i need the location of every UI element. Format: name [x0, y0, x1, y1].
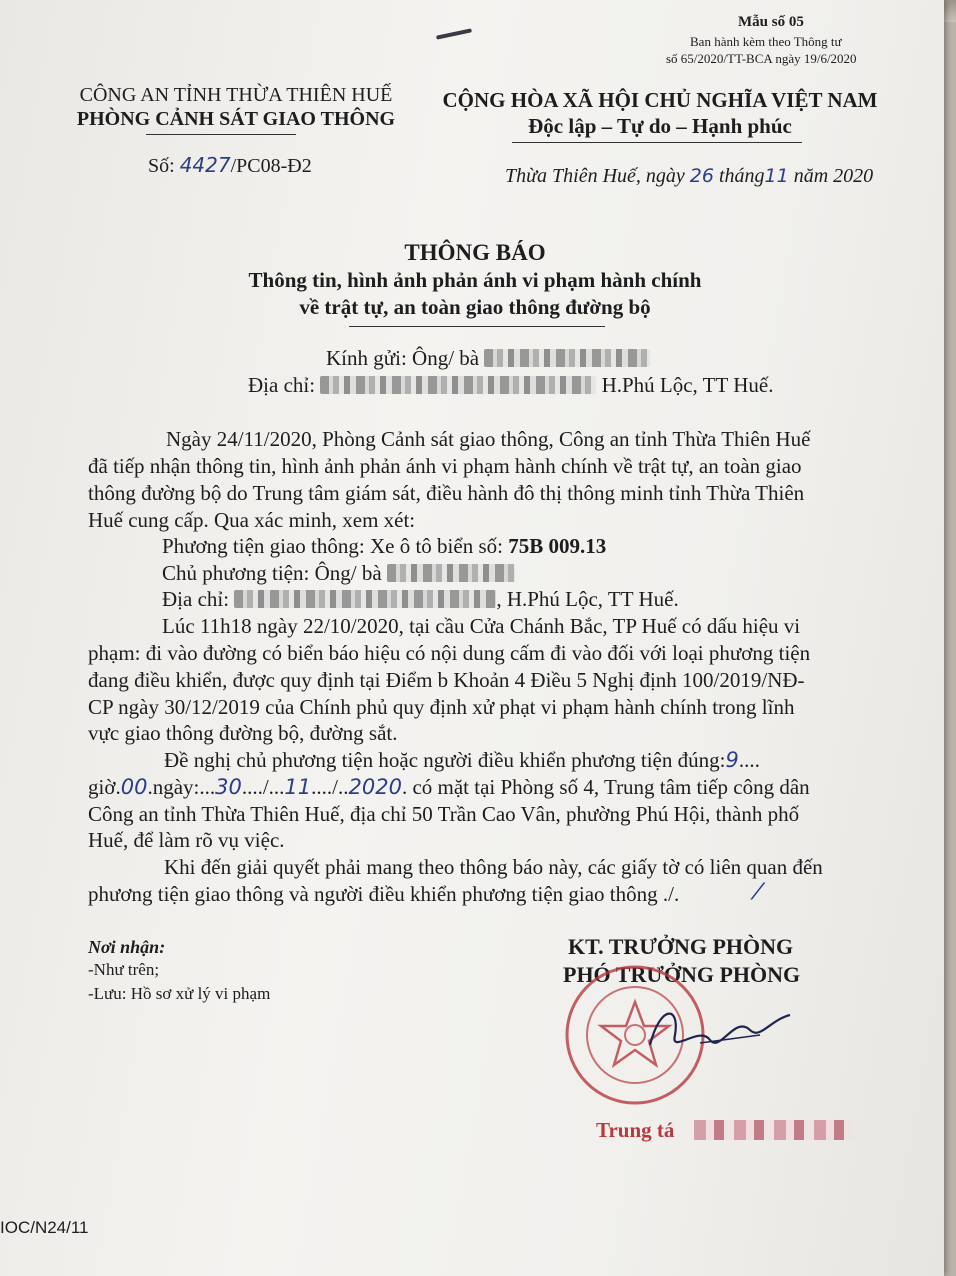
redacted-owner-address: [234, 590, 496, 608]
form-number: Mẫu số 05: [738, 14, 804, 30]
p2-line4: CP ngày 30/12/2019 của Chính phủ quy định xử phạt vi phạm hành chính trong lĩnh: [88, 695, 795, 719]
signature-line1: KT. TRƯỞNG PHÒNG: [568, 934, 794, 959]
p3-sep2: ..../..: [311, 775, 349, 799]
p3-year-handwritten: 2020: [348, 775, 402, 799]
recipients-item2: -Lưu: Hồ sơ xử lý vi phạm: [88, 984, 271, 1003]
document-number-prefix: Số:: [148, 155, 175, 177]
document-number-suffix: /PC08-Đ2: [230, 155, 312, 177]
agency-underline: [146, 134, 296, 135]
p3-sep1: ..../...: [241, 775, 285, 799]
p3-hour-handwritten: 9: [725, 748, 739, 772]
p3-line1-text: Đề nghị chủ phương tiện hoặc người điều khiển phương tiện đúng:: [164, 748, 726, 772]
p1-line2: đã tiếp nhận thông tin, hình ảnh phản ánh vi phạm hành chính về trật tự, an toàn giao: [88, 454, 802, 478]
p3-line2: [88, 772, 810, 802]
form-issued-line1: Ban hành kèm theo Thông tư: [690, 34, 842, 49]
date-month-word: tháng: [718, 165, 765, 187]
recipient-address: [248, 370, 773, 400]
vehicle-plate: 75B 009.13: [508, 534, 607, 558]
title-underline: [349, 326, 605, 327]
signature-rank-text: Trung tá: [596, 1118, 675, 1142]
date-prefix: Thừa Thiên Huế, ngày: [505, 165, 685, 187]
form-issued-line2: số 65/2020/TT-BCA ngày 19/6/2020: [666, 51, 857, 66]
redacted-owner: [387, 564, 515, 582]
p1-line3: thông đường bộ do Trung tâm giám sát, điều hành đô thị thông minh tỉnh Thừa Thiên: [88, 481, 805, 505]
nation-line2: Độc lập – Tự do – Hạnh phúc: [528, 114, 792, 138]
signature-rank: [596, 1118, 854, 1143]
p2-line3: đang điều khiển, được quy định tại Điểm b Khoản 4 Điều 5 Nghị định 100/2019/NĐ-: [88, 668, 805, 692]
recipients-heading: Nơi nhận:: [88, 937, 166, 957]
recipient-address-label: Địa chỉ:: [248, 373, 316, 397]
date-month: 11: [764, 165, 789, 187]
nation-line1: CỘNG HÒA XÃ HỘI CHỦ NGHĨA VIỆT NAM: [442, 88, 878, 112]
redacted-signer-name: [694, 1120, 854, 1140]
agency-line2: PHÒNG CẢNH SÁT GIAO THÔNG: [76, 108, 396, 130]
p1-line1: Ngày 24/11/2020, Phòng Cảnh sát giao thông, Công an tỉnh Thừa Thiên Huế: [166, 427, 811, 451]
vehicle-label: Phương tiện giao thông: Xe ô tô biển số:: [162, 534, 503, 558]
p1-line4: Huế cung cấp. Qua xác minh, xem xét:: [88, 508, 416, 532]
recipient-address-tail: H.Phú Lộc, TT Huế.: [601, 373, 774, 397]
recipient-to: [326, 343, 650, 373]
vehicle-line: [162, 531, 606, 561]
recipients-item1: -Như trên;: [88, 960, 160, 979]
footer-code: IOC/N24/11: [0, 1218, 89, 1237]
notice-title: THÔNG BÁO: [404, 240, 546, 265]
notice-subtitle2: về trật tự, an toàn giao thông đường bộ: [299, 295, 651, 319]
p3-line3: Công an tỉnh Thừa Thiên Huế, địa chỉ 50 Trần Cao Vân, phường Phú Hội, thành phố: [88, 802, 800, 826]
handwritten-signature: [640, 995, 810, 1065]
document-number-handwritten: 4427: [179, 153, 231, 177]
recipient-to-label: Kính gửi: Ông/ bà: [326, 346, 480, 370]
p2-line5: vực giao thông đường bộ, đường sắt.: [88, 721, 398, 745]
pen-mark: [436, 28, 472, 39]
p4-line1: Khi đến giải quyết phải mang theo thông báo này, các giấy tờ có liên quan đến: [164, 855, 823, 879]
document-number: [148, 153, 312, 178]
owner-label: Chủ phương tiện: Ông/ bà: [162, 561, 382, 585]
owner-address-tail: , H.Phú Lộc, TT Huế.: [496, 587, 679, 611]
p3-day-handwritten: 30: [215, 775, 242, 799]
handwritten-check-mark: ⁄: [756, 880, 760, 905]
signature-line2: PHÓ TRƯỞNG PHÒNG: [563, 962, 801, 987]
notice-subtitle1: Thông tin, hình ảnh phản ánh vi phạm hành chính: [248, 268, 702, 292]
p3-line4: Huế, để làm rõ vụ việc.: [88, 828, 285, 852]
p4-line2: phương tiện giao thông và người điều khiển phương tiện giao thông ./.: [88, 882, 680, 906]
date-day: 26: [689, 165, 714, 187]
p3-month-handwritten: 11: [284, 775, 312, 799]
date-year: năm 2020: [793, 165, 874, 187]
p3-minute-handwritten: 00: [120, 775, 148, 799]
owner-address-label: Địa chỉ:: [162, 587, 230, 611]
p3-tail: . có mặt tại Phòng số 4, Trung tâm tiếp công dân: [401, 775, 810, 799]
redacted-name: [484, 349, 650, 367]
p3-hour-dots: ....: [738, 748, 760, 772]
owner-address-line: [162, 584, 679, 614]
redacted-address: [320, 376, 596, 394]
nation-underline: [512, 142, 802, 143]
p3-gio: giờ.: [88, 775, 121, 799]
agency-line1: CÔNG AN TỈNH THỪA THIÊN HUẾ: [79, 84, 393, 106]
p3-line1: [164, 745, 760, 775]
document-date: [505, 165, 873, 188]
p2-line1: Lúc 11h18 ngày 22/10/2020, tại cầu Cửa Chánh Bắc, TP Huế có dấu hiệu vi: [162, 614, 801, 638]
p3-ngay: .ngày:...: [147, 775, 216, 799]
p2-line2: phạm: đi vào đường có biển báo hiệu có nội dung cấm đi vào đối với loại phương tiện: [88, 641, 811, 665]
